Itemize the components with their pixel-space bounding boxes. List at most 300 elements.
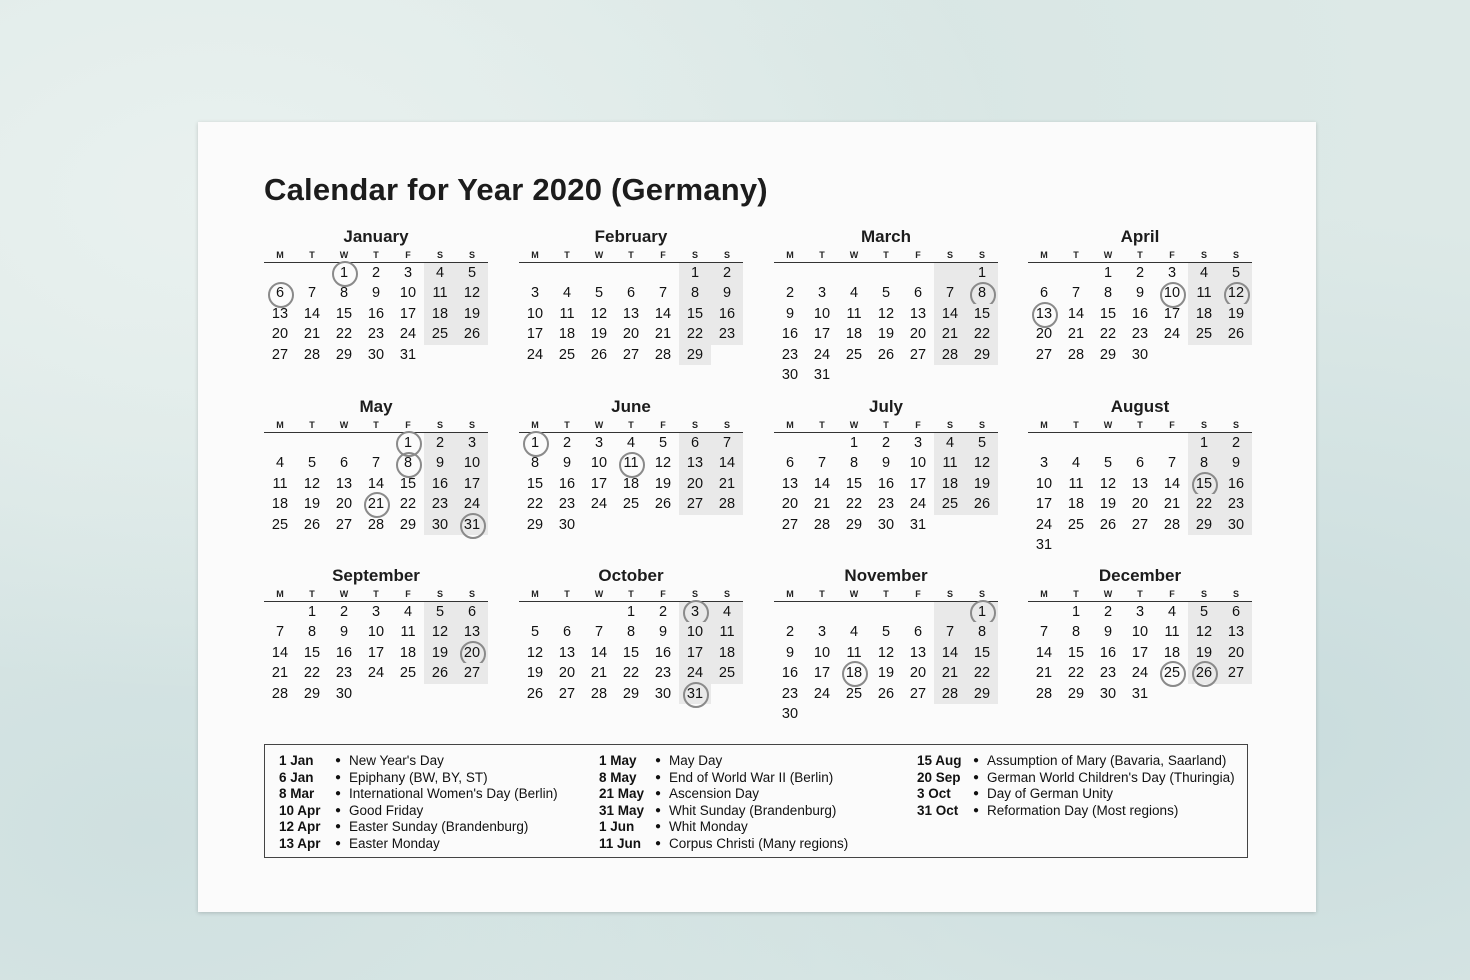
- holiday-day: 31: [456, 515, 488, 535]
- weekday-header: T: [628, 420, 634, 430]
- calendar-day: 20: [909, 665, 927, 682]
- calendar-day: 9: [1103, 624, 1113, 641]
- calendar-day: 26: [590, 346, 608, 363]
- calendar-day: 16: [1220, 474, 1252, 494]
- month-name: April: [1120, 227, 1160, 246]
- calendar-day: 18: [934, 474, 966, 494]
- calendar-day: 18: [558, 326, 576, 343]
- empty-day: [1060, 263, 1092, 283]
- calendar-day: 21: [934, 324, 966, 344]
- weekday-header: M: [276, 420, 284, 430]
- empty-day: [456, 345, 488, 365]
- calendar-day: 27: [909, 685, 927, 702]
- calendar-day: 2: [371, 265, 381, 281]
- calendar-day: 25: [1188, 324, 1220, 344]
- calendar-day: 4: [626, 435, 636, 451]
- holiday-day: 6: [264, 283, 296, 303]
- calendar-day: 18: [1067, 496, 1085, 513]
- calendar-day: 20: [781, 496, 799, 513]
- calendar-day: 29: [399, 516, 417, 533]
- calendar-day: 30: [654, 685, 672, 702]
- calendar-day: 27: [909, 346, 927, 363]
- legend-item: [279, 836, 589, 853]
- calendar-day: 1: [307, 604, 317, 620]
- calendar-day: 22: [335, 326, 353, 343]
- weekday-header: T: [1073, 589, 1079, 599]
- calendar-day: 11: [1164, 624, 1180, 641]
- calendar-day: 29: [335, 346, 353, 363]
- holiday-date: 31 May: [599, 802, 645, 818]
- calendar-day: 10: [526, 305, 544, 322]
- empty-day: [774, 602, 806, 622]
- empty-day: [838, 704, 870, 724]
- calendar-day: 12: [424, 622, 456, 642]
- weekday-header-row: [774, 587, 998, 602]
- legend-item: [917, 753, 1237, 770]
- month-name: December: [1098, 566, 1182, 585]
- legend-item: [599, 786, 899, 803]
- calendar-day: 9: [785, 644, 795, 661]
- weekday-header: T: [1137, 420, 1143, 430]
- calendar-day: 26: [1099, 516, 1117, 533]
- empty-day: [934, 515, 966, 535]
- calendar-day: 28: [654, 346, 672, 363]
- weekday-header: T: [1073, 250, 1079, 260]
- calendar-day: 15: [1099, 305, 1117, 322]
- calendar-day: 24: [679, 663, 711, 683]
- weekday-header: T: [309, 589, 315, 599]
- calendar-day: 20: [558, 665, 576, 682]
- day-grid: [264, 433, 488, 535]
- holiday-date: 13 Apr: [279, 835, 321, 851]
- legend-item: [599, 836, 899, 853]
- calendar-day: 8: [626, 624, 636, 641]
- calendar-day: 21: [813, 496, 831, 513]
- calendar-day: 4: [275, 455, 285, 472]
- calendar-day: 17: [1163, 305, 1181, 322]
- calendar-day: 30: [1131, 346, 1149, 363]
- calendar-day: 24: [367, 665, 385, 682]
- month-name: August: [1110, 397, 1170, 416]
- calendar-day: 19: [877, 326, 895, 343]
- holiday-name: German World Children's Day (Thuringia): [987, 769, 1235, 785]
- empty-day: [360, 684, 392, 704]
- calendar-day: 14: [367, 475, 385, 492]
- calendar-day: 8: [339, 285, 349, 302]
- calendar-day: 11: [424, 283, 456, 303]
- empty-day: [360, 433, 392, 453]
- calendar-day: 25: [845, 685, 863, 702]
- weekday-header: S: [1200, 589, 1207, 599]
- calendar-day: 15: [303, 644, 321, 661]
- calendar-day: 17: [367, 644, 385, 661]
- calendar-day: 14: [654, 305, 672, 322]
- calendar-day: 17: [399, 305, 417, 322]
- calendar-day: 6: [1220, 602, 1252, 622]
- calendar-day: 10: [590, 455, 608, 472]
- calendar-day: 18: [1188, 304, 1220, 324]
- holiday-day: 8: [966, 283, 998, 303]
- holiday-day: 1: [328, 263, 360, 283]
- empty-day: [615, 515, 647, 535]
- weekday-header: W: [849, 589, 859, 599]
- weekday-header: W: [594, 420, 604, 430]
- calendar-day: 28: [1067, 346, 1085, 363]
- calendar-day: 16: [367, 305, 385, 322]
- calendar-day: 30: [558, 516, 576, 533]
- calendar-day: 4: [849, 285, 859, 302]
- day-grid: [1028, 263, 1252, 365]
- empty-day: [1156, 433, 1188, 453]
- empty-day: [902, 365, 934, 385]
- calendar-day: 16: [781, 665, 799, 682]
- day-grid: [519, 433, 743, 535]
- empty-day: [1188, 345, 1220, 365]
- weekday-header: S: [691, 250, 698, 260]
- calendar-day: 26: [424, 663, 456, 683]
- empty-day: [902, 263, 934, 283]
- legend-item: [917, 803, 1237, 820]
- calendar-day: 17: [1131, 644, 1149, 661]
- calendar-day: 25: [424, 324, 456, 344]
- weekday-header: M: [1040, 420, 1048, 430]
- weekday-header: M: [531, 420, 539, 430]
- page-title: Calendar for Year 2020 (Germany): [264, 172, 768, 207]
- weekday-header: S: [723, 420, 730, 430]
- month-name: February: [594, 227, 668, 246]
- weekday-header: S: [468, 589, 475, 599]
- calendar-day: 6: [1135, 455, 1145, 472]
- calendar-day: 7: [934, 622, 966, 642]
- weekday-header-row: [519, 248, 743, 263]
- empty-day: [647, 515, 679, 535]
- calendar-day: 5: [966, 433, 998, 453]
- calendar-day: 5: [1188, 602, 1220, 622]
- empty-day: [774, 433, 806, 453]
- calendar-day: 6: [1039, 285, 1049, 302]
- empty-day: [934, 263, 966, 283]
- calendar-day: 9: [1135, 285, 1145, 302]
- calendar-day: 3: [913, 435, 923, 451]
- legend-item: [917, 770, 1237, 787]
- holiday-name: Easter Sunday (Brandenburg): [349, 819, 529, 835]
- calendar-day: 10: [679, 622, 711, 642]
- month-june: [519, 396, 743, 535]
- calendar-day: 9: [562, 455, 572, 472]
- calendar-day: 12: [1188, 622, 1220, 642]
- calendar-day: 20: [1035, 326, 1053, 343]
- calendar-day: 28: [367, 516, 385, 533]
- calendar-day: 14: [711, 453, 743, 473]
- empty-day: [711, 684, 743, 704]
- weekday-header: S: [723, 589, 730, 599]
- calendar-day: 26: [966, 494, 998, 514]
- calendar-day: 17: [590, 475, 608, 492]
- empty-day: [551, 263, 583, 283]
- calendar-day: 23: [877, 496, 895, 513]
- weekday-header: T: [819, 420, 825, 430]
- calendar-day: 2: [562, 435, 572, 451]
- weekday-header: S: [436, 420, 443, 430]
- calendar-day: 22: [303, 665, 321, 682]
- empty-day: [1220, 345, 1252, 365]
- empty-day: [1188, 535, 1220, 555]
- calendar-day: 2: [1220, 433, 1252, 453]
- calendar-day: 26: [1220, 324, 1252, 344]
- calendar-day: 12: [526, 644, 544, 661]
- weekday-header: T: [1073, 420, 1079, 430]
- weekday-header: M: [1040, 250, 1048, 260]
- holiday-name: Assumption of Mary (Bavaria, Saarland): [987, 753, 1227, 768]
- holiday-name: Corpus Christi (Many regions): [669, 835, 849, 851]
- calendar-day: 25: [622, 496, 640, 513]
- calendar-day: 16: [424, 474, 456, 494]
- weekday-header: T: [628, 250, 634, 260]
- month-july: [774, 396, 998, 535]
- calendar-day: 7: [711, 433, 743, 453]
- calendar-day: 31: [813, 366, 831, 383]
- calendar-day: 15: [845, 475, 863, 492]
- legend-item: [279, 786, 589, 803]
- weekday-header: S: [978, 250, 985, 260]
- calendar-day: 30: [367, 346, 385, 363]
- empty-day: [870, 602, 902, 622]
- calendar-day: 26: [303, 516, 321, 533]
- calendar-day: 16: [1099, 644, 1117, 661]
- weekday-header: F: [915, 250, 921, 260]
- calendar-day: 5: [530, 624, 540, 641]
- calendar-day: 17: [909, 475, 927, 492]
- legend-item: [279, 819, 589, 836]
- calendar-day: 2: [785, 285, 795, 302]
- weekday-header: T: [819, 250, 825, 260]
- month-february: [519, 226, 743, 365]
- empty-day: [806, 433, 838, 453]
- calendar-day: 12: [654, 455, 672, 472]
- bullet-icon: ●: [973, 755, 980, 766]
- calendar-day: 4: [711, 602, 743, 622]
- empty-day: [870, 365, 902, 385]
- calendar-day: 25: [845, 346, 863, 363]
- holiday-day: 1: [519, 433, 551, 453]
- calendar-day: 8: [1188, 453, 1220, 473]
- calendar-day: 7: [275, 624, 285, 641]
- calendar-day: 3: [1135, 604, 1145, 620]
- calendar-day: 1: [1103, 265, 1113, 281]
- calendar-day: 25: [934, 494, 966, 514]
- empty-day: [296, 263, 328, 283]
- calendar-day: 13: [1220, 622, 1252, 642]
- calendar-day: 19: [966, 474, 998, 494]
- bullet-icon: ●: [655, 788, 662, 800]
- weekday-header: S: [946, 589, 953, 599]
- legend-item: [917, 786, 1237, 803]
- calendar-day: 19: [654, 475, 672, 492]
- calendar-day: 26: [526, 685, 544, 702]
- calendar-day: 13: [456, 622, 488, 642]
- calendar-day: 27: [622, 346, 640, 363]
- calendar-day: 1: [966, 263, 998, 283]
- weekday-header: S: [946, 420, 953, 430]
- calendar-day: 14: [1163, 475, 1181, 492]
- calendar-day: 5: [658, 435, 668, 451]
- calendar-day: 12: [1099, 475, 1117, 492]
- calendar-day: 30: [781, 366, 799, 383]
- calendar-day: 22: [679, 324, 711, 344]
- calendar-day: 18: [845, 326, 863, 343]
- weekday-header: F: [405, 250, 411, 260]
- calendar-day: 6: [339, 455, 349, 472]
- holiday-name: Day of German Unity: [987, 786, 1114, 802]
- calendar-day: 21: [1067, 326, 1085, 343]
- holiday-day: 11: [615, 453, 647, 473]
- calendar-day: 14: [590, 644, 608, 661]
- bullet-icon: ●: [655, 837, 662, 849]
- holiday-day: 13: [1028, 304, 1060, 324]
- bullet-icon: ●: [655, 821, 662, 833]
- weekday-header: M: [276, 589, 284, 599]
- calendar-day: 25: [399, 665, 417, 682]
- holiday-date: 3 Oct: [917, 786, 951, 802]
- weekday-header: T: [309, 420, 315, 430]
- calendar-day: 19: [303, 496, 321, 513]
- calendar-day: 24: [526, 346, 544, 363]
- weekday-header: F: [1169, 250, 1175, 260]
- holiday-day: 26: [1188, 663, 1220, 683]
- empty-day: [806, 263, 838, 283]
- calendar-day: 4: [934, 433, 966, 453]
- calendar-day: 3: [817, 285, 827, 302]
- weekday-header: M: [276, 250, 284, 260]
- calendar-day: 17: [679, 643, 711, 663]
- day-grid: [774, 263, 998, 385]
- weekday-header: W: [339, 420, 349, 430]
- calendar-day: 4: [849, 624, 859, 641]
- calendar-day: 13: [909, 644, 927, 661]
- calendar-day: 2: [1103, 604, 1113, 620]
- weekday-header: T: [883, 589, 889, 599]
- month-name: January: [343, 227, 409, 246]
- weekday-header: S: [691, 589, 698, 599]
- month-september: [264, 565, 488, 704]
- calendar-day: 13: [1131, 475, 1149, 492]
- day-grid: [264, 602, 488, 704]
- calendar-day: 7: [1039, 624, 1049, 641]
- calendar-day: 3: [1039, 455, 1049, 472]
- calendar-day: 26: [877, 685, 895, 702]
- weekday-header: M: [786, 250, 794, 260]
- calendar-day: 5: [881, 285, 891, 302]
- holiday-date: 6 Jan: [279, 769, 314, 785]
- holiday-name: Good Friday: [349, 802, 424, 818]
- weekday-header: T: [1137, 250, 1143, 260]
- calendar-day: 13: [909, 305, 927, 322]
- calendar-day: 30: [424, 515, 456, 535]
- holiday-date: 31 Oct: [917, 802, 959, 818]
- empty-day: [1092, 433, 1124, 453]
- calendar-day: 4: [562, 285, 572, 302]
- calendar-day: 29: [1067, 685, 1085, 702]
- empty-day: [456, 684, 488, 704]
- calendar-day: 16: [654, 644, 672, 661]
- empty-day: [1220, 535, 1252, 555]
- empty-day: [711, 345, 743, 365]
- calendar-day: 10: [367, 624, 385, 641]
- calendar-day: 30: [1220, 515, 1252, 535]
- empty-day: [615, 263, 647, 283]
- calendar-day: 10: [813, 644, 831, 661]
- empty-day: [902, 704, 934, 724]
- holiday-date: 8 Mar: [279, 786, 315, 802]
- calendar-day: 15: [622, 644, 640, 661]
- holiday-date: 11 Jun: [599, 835, 642, 851]
- calendar-day: 31: [1035, 536, 1053, 553]
- weekday-header: S: [978, 589, 985, 599]
- calendar-day: 5: [881, 624, 891, 641]
- calendar-sheet: [198, 122, 1316, 912]
- calendar-day: 24: [813, 685, 831, 702]
- calendar-day: 19: [590, 326, 608, 343]
- weekday-header: S: [946, 250, 953, 260]
- holiday-day: 12: [1220, 283, 1252, 303]
- calendar-day: 24: [1035, 516, 1053, 533]
- calendar-day: 2: [658, 604, 668, 620]
- empty-day: [774, 263, 806, 283]
- calendar-day: 22: [845, 496, 863, 513]
- calendar-day: 25: [711, 663, 743, 683]
- calendar-day: 8: [966, 622, 998, 642]
- empty-day: [328, 433, 360, 453]
- calendar-day: 9: [658, 624, 668, 641]
- calendar-day: 29: [526, 516, 544, 533]
- holiday-date: 10 Apr: [279, 802, 321, 818]
- weekday-header: F: [660, 589, 666, 599]
- legend-item: [279, 803, 589, 820]
- weekday-header: S: [723, 250, 730, 260]
- calendar-day: 8: [679, 283, 711, 303]
- calendar-day: 12: [877, 644, 895, 661]
- empty-day: [583, 602, 615, 622]
- calendar-day: 23: [424, 494, 456, 514]
- weekday-header: M: [1040, 589, 1048, 599]
- calendar-day: 10: [909, 455, 927, 472]
- calendar-day: 28: [934, 345, 966, 365]
- weekday-header: S: [978, 420, 985, 430]
- empty-day: [583, 515, 615, 535]
- holiday-day: 1: [966, 602, 998, 622]
- calendar-day: 19: [1220, 304, 1252, 324]
- calendar-day: 28: [813, 516, 831, 533]
- month-april: [1028, 226, 1252, 365]
- calendar-day: 13: [781, 475, 799, 492]
- bullet-icon: ●: [335, 771, 342, 783]
- calendar-day: 28: [1035, 685, 1053, 702]
- month-name: July: [868, 397, 904, 416]
- calendar-day: 27: [1220, 663, 1252, 683]
- calendar-day: 6: [626, 285, 636, 302]
- weekday-header: W: [1103, 250, 1113, 260]
- calendar-day: 1: [679, 263, 711, 283]
- calendar-day: 10: [456, 453, 488, 473]
- calendar-day: 23: [1220, 494, 1252, 514]
- calendar-day: 21: [303, 326, 321, 343]
- calendar-day: 5: [456, 263, 488, 283]
- day-grid: [774, 433, 998, 535]
- holiday-date: 1 Jun: [599, 819, 635, 835]
- holiday-name: May Day: [669, 753, 723, 768]
- calendar-day: 25: [1067, 516, 1085, 533]
- holiday-name: Easter Monday: [349, 835, 440, 851]
